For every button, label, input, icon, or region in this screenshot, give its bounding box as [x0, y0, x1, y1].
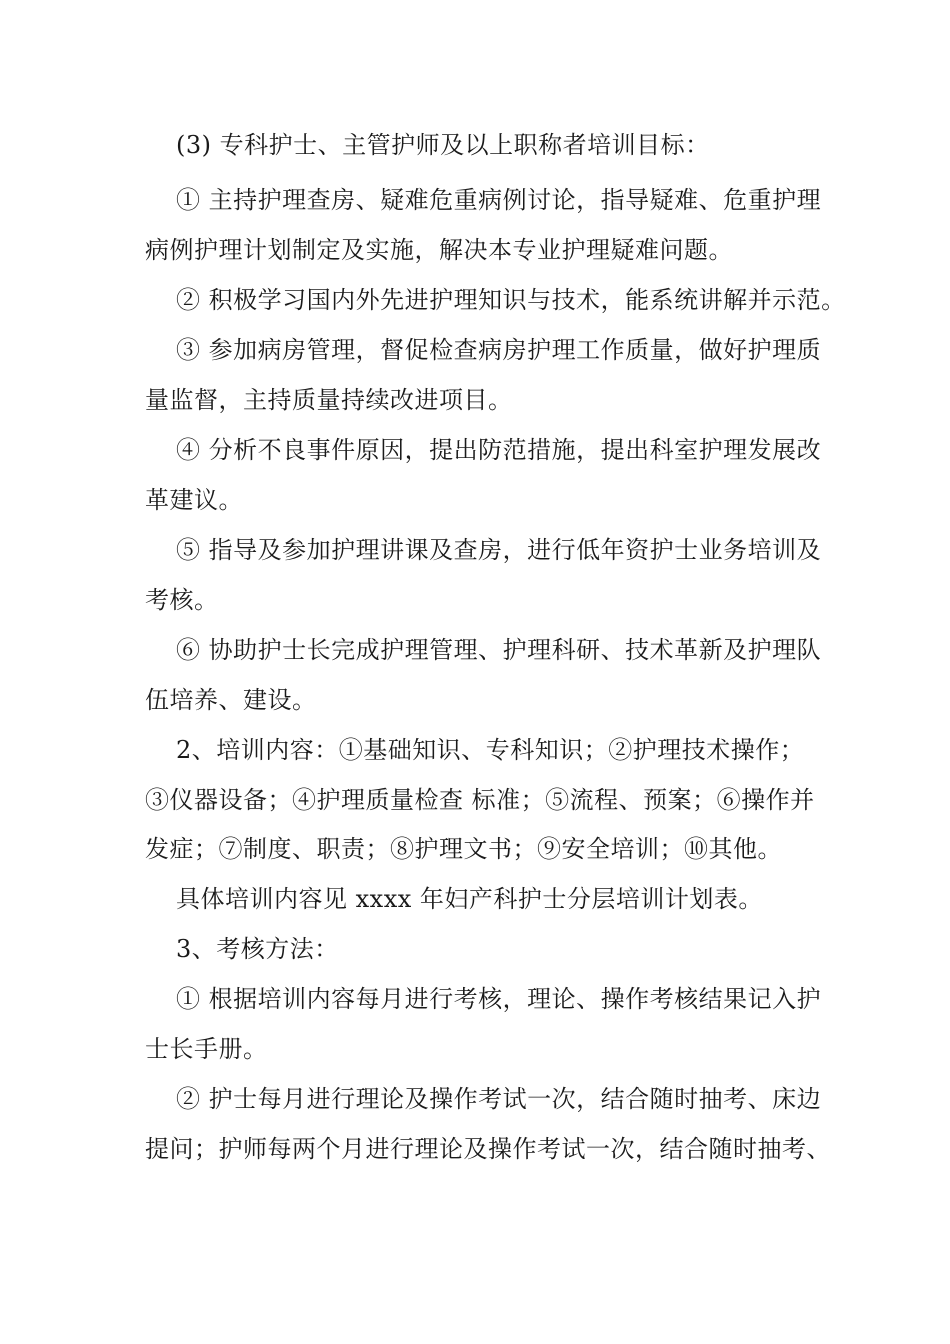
paragraph-line: ③ 参加病房管理，督促检查病房护理工作质量，做好护理质 [176, 336, 822, 364]
paragraph-line: ④ 分析不良事件原因，提出防范措施，提出科室护理发展改 [176, 436, 822, 464]
paragraph-line: ② 护士每月进行理论及操作考试一次，结合随时抽考、床边 [176, 1085, 822, 1113]
paragraph-line: 发症；⑦制度、职责；⑧护理文书；⑨安全培训；⑩其他。 [145, 835, 782, 863]
paragraph-line: 提问；护师每两个月进行理论及操作考试一次，结合随时抽考、 [145, 1135, 831, 1163]
paragraph-line: 革建议。 [145, 486, 243, 514]
paragraph-line: 士长手册。 [145, 1035, 268, 1063]
paragraph-line: 病例护理计划制定及实施，解决本专业护理疑难问题。 [145, 236, 733, 264]
paragraph-line: ② 积极学习国内外先进护理知识与技术，能系统讲解并示范。 [176, 286, 846, 314]
paragraph-line: 伍培养、建设。 [145, 686, 317, 714]
paragraph-line: 考核。 [145, 586, 219, 614]
section-heading-training-goals: (3) 专科护士、主管护师及以上职称者培训目标： [176, 131, 710, 159]
section-heading-assessment-method: 3、考核方法： [176, 935, 339, 963]
paragraph-line: ① 主持护理查房、疑难危重病例讨论，指导疑难、危重护理 [176, 186, 822, 214]
paragraph-line: ③仪器设备；④护理质量检查 标准；⑤流程、预案；⑥操作并 [145, 786, 815, 814]
paragraph-line: ① 根据培训内容每月进行考核，理论、操作考核结果记入护 [176, 985, 822, 1013]
section-heading-training-content: 2、培训内容：①基础知识、专科知识；②护理技术操作； [176, 736, 805, 764]
paragraph-line: ⑥ 协助护士长完成护理管理、护理科研、技术革新及护理队 [176, 636, 822, 664]
paragraph-line: 量监督，主持质量持续改进项目。 [145, 386, 513, 414]
paragraph-line: 具体培训内容见 xxxx 年妇产科护士分层培训计划表。 [176, 885, 763, 913]
paragraph-line: ⑤ 指导及参加护理讲课及查房，进行低年资护士业务培训及 [176, 536, 822, 564]
